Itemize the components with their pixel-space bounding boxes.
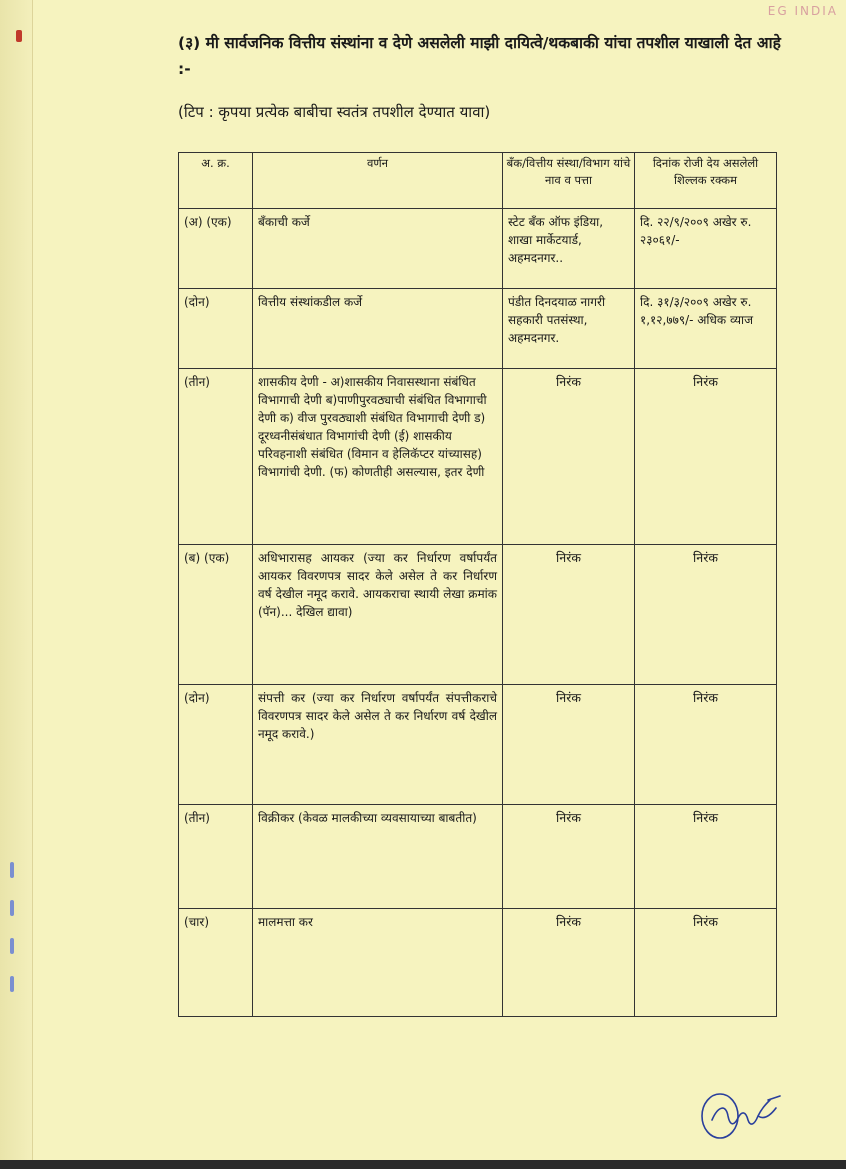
row-bank: निरंक xyxy=(503,545,635,685)
table-row xyxy=(179,289,777,369)
scan-bottom-edge xyxy=(0,1160,846,1169)
table-row xyxy=(179,209,777,289)
row-description: वित्तीय संस्थांकडील कर्जे xyxy=(253,289,503,369)
row-bank: निरंक xyxy=(503,369,635,545)
row-serial-no: (तीन) xyxy=(179,369,253,545)
header-description: वर्णन xyxy=(253,153,503,209)
table-header-row xyxy=(179,153,777,209)
red-margin-mark xyxy=(16,30,22,42)
table-row xyxy=(179,685,777,805)
row-amount: निरंक xyxy=(635,545,777,685)
table-row xyxy=(179,545,777,685)
row-amount: दि. २२/९/२००९ अखेर रु. २३०६१/- xyxy=(635,209,777,289)
row-amount: निरंक xyxy=(635,909,777,1017)
row-bank: स्टेट बँक ऑफ इंडिया, शाखा मार्केटयार्ड, अहमदनगर.. xyxy=(503,209,635,289)
row-description: शासकीय देणी - अ)शासकीय निवासस्थाना संबंधित विभागाची देणी ब)पाणीपुरवठ्याची संबंधित विभागाची देणी क) वीज पुरवठ्याशी संबंधित विभागाची देणी ड) दूरध्वनीसंबंधात विभागांची देणी (ई) शासकीय परिवहनाशी संबंधित (विमान व हेलिकॅप्टर यांच्यासह) विभागांची देणी. (फ) कोणतीही असल्यास, इतर देणी xyxy=(253,369,503,545)
row-bank: निरंक xyxy=(503,909,635,1017)
row-serial-no: (तीन) xyxy=(179,805,253,909)
header-balance-amount: दिनांक रोजी देय असलेली शिल्लक रक्कम xyxy=(635,153,777,209)
row-serial-no: (ब) (एक) xyxy=(179,545,253,685)
table-row xyxy=(179,369,777,545)
liabilities-table xyxy=(178,152,777,1017)
corner-stamp: EG INDIA xyxy=(767,4,838,18)
row-serial-no: (दोन) xyxy=(179,685,253,805)
row-description: विक्रीकर (केवळ मालकीच्या व्यवसायाच्या बाबतीत) xyxy=(253,805,503,909)
table-row xyxy=(179,805,777,909)
instruction-note: (टिप : कृपया प्रत्येक बाबीचा स्वतंत्र तपशील देण्यात यावा) xyxy=(178,103,491,121)
header-serial-no: अ. क्र. xyxy=(179,153,253,209)
row-serial-no: (चार) xyxy=(179,909,253,1017)
row-description: बँकाची कर्जे xyxy=(253,209,503,289)
row-amount: निरंक xyxy=(635,805,777,909)
ink-marks xyxy=(6,840,20,1060)
row-bank: पंडीत दिनदयाळ नागरी सहकारी पतसंस्था, अहमदनगर. xyxy=(503,289,635,369)
header-bank-name: बँक/वित्तीय संस्था/विभाग यांचे नाव व पत्ता xyxy=(503,153,635,209)
row-serial-no: (दोन) xyxy=(179,289,253,369)
row-serial-no: (अ) (एक) xyxy=(179,209,253,289)
row-bank: निरंक xyxy=(503,805,635,909)
row-bank: निरंक xyxy=(503,685,635,805)
row-description: संपत्ती कर (ज्या कर निर्धारण वर्षापर्यंत संपत्तीकराचे विवरणपत्र सादर केले असेल ते कर निर्धारण वर्ष देखील नमूद करावे.) xyxy=(253,685,503,805)
section-heading: (३) मी सार्वजनिक वित्तीय संस्थांना व देणे असलेली माझी दायित्वे/थकबाकी यांचा तपशील याखाली देत आहे :- xyxy=(178,34,781,78)
row-description: मालमत्ता कर xyxy=(253,909,503,1017)
row-description: अधिभारासह आयकर (ज्या कर निर्धारण वर्षापर्यंत आयकर विवरणपत्र सादर केले असेल ते कर निर्धारण वर्ष देखील नमूद करावे. आयकराचा स्थायी लेखा क्रमांक (पॅन)... देखिल द्यावा) xyxy=(253,545,503,685)
table-row xyxy=(179,909,777,1017)
row-amount: निरंक xyxy=(635,685,777,805)
row-amount: निरंक xyxy=(635,369,777,545)
row-amount: दि. ३१/३/२००९ अखेर रु. १,१२,७७९/- अधिक व्याज xyxy=(635,289,777,369)
signature xyxy=(698,1086,788,1142)
